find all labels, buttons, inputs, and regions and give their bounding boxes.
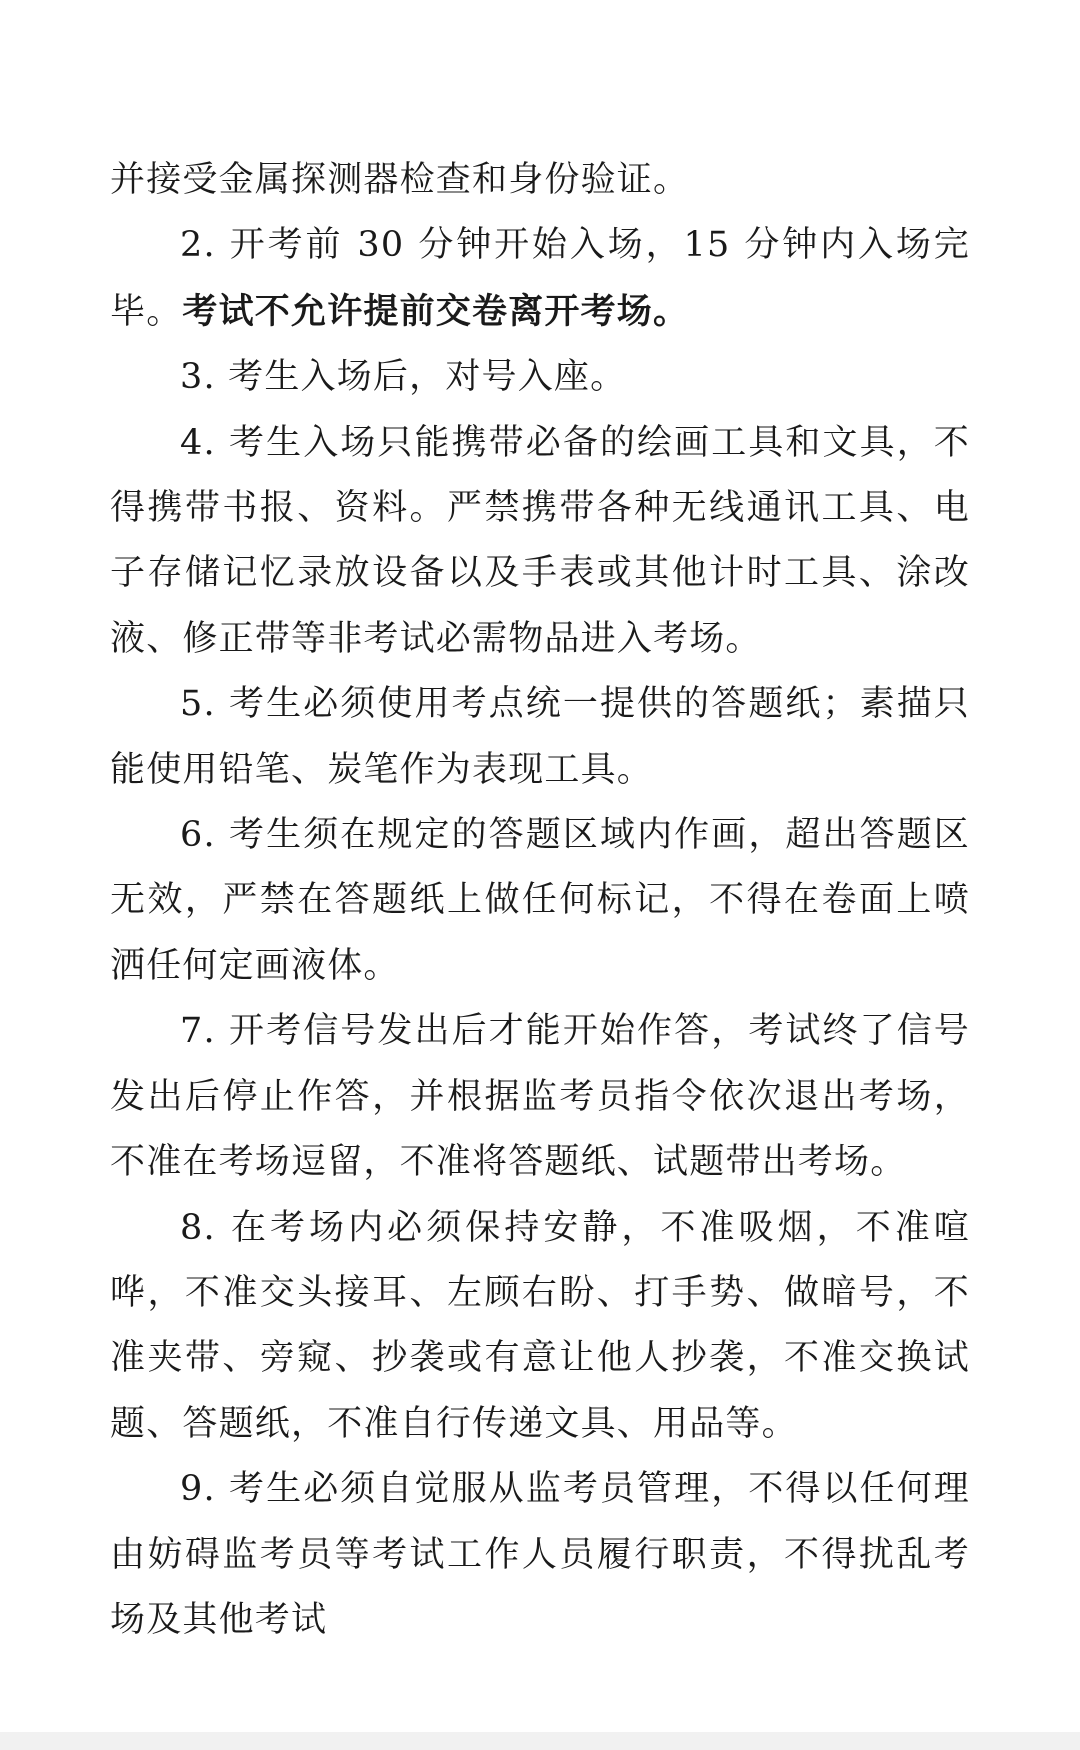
paragraph-text: 3. 考生入场后，对号入座。 [180, 357, 627, 398]
paragraph-rule-2 [110, 213, 970, 345]
paragraph-text: 4. 考生入场只能携带必备的绘画工具和文具，不得携带书报、资料。严禁携带各种无线通讯工具、电子存储记忆录放设备以及手表或其他计时工具、涂改液、修正带等非考试必需物品进入考场。 [110, 422, 970, 659]
paragraph-rule-4 [110, 411, 970, 673]
paragraph-text: 并接受金属探测器检查和身份验证。 [110, 160, 690, 200]
paragraph-rule-5 [110, 672, 970, 803]
paragraph-text: 2. 开考前 30 分钟开始入场，15 分钟内入场完毕。 [110, 225, 970, 332]
paragraph-rule-3 [110, 345, 970, 410]
document-body [110, 148, 970, 1653]
paragraph-text: 5. 考生必须使用考点统一提供的答题纸；素描只能使用铅笔、炭笔作为表现工具。 [110, 684, 970, 790]
paragraph-continuation [110, 148, 970, 213]
paragraph-text: 9. 考生必须自觉服从监考员管理，不得以任何理由妨碍监考员等考试工作人员履行职责，不得扰乱考场及其他考试 [110, 1469, 970, 1640]
paragraph-rule-8 [110, 1196, 970, 1458]
paragraph-rule-6 [110, 803, 970, 999]
paragraph-rule-7 [110, 999, 970, 1195]
page-bottom-margin [0, 1732, 1080, 1750]
paragraph-text: 8. 在考场内必须保持安静，不准吸烟，不准喧哗，不准交头接耳、左顾右盼、打手势、做暗号，不准夹带、旁窥、抄袭或有意让他人抄袭，不准交换试题、答题纸，不准自行传递文具、用品等。 [110, 1207, 970, 1444]
paragraph-text: 6. 考生须在规定的答题区域内作画，超出答题区无效，严禁在答题纸上做任何标记，不得在卷面上喷洒任何定画液体。 [110, 815, 970, 986]
paragraph-rule-9 [110, 1457, 970, 1653]
paragraph-bold-text: 考试不允许提前交卷离开考场。 [182, 290, 690, 332]
paragraph-text: 7. 开考信号发出后才能开始作答，考试终了信号发出后停止作答，并根据监考员指令依次退出考场，不准在考场逗留，不准将答题纸、试题带出考场。 [110, 1011, 970, 1183]
